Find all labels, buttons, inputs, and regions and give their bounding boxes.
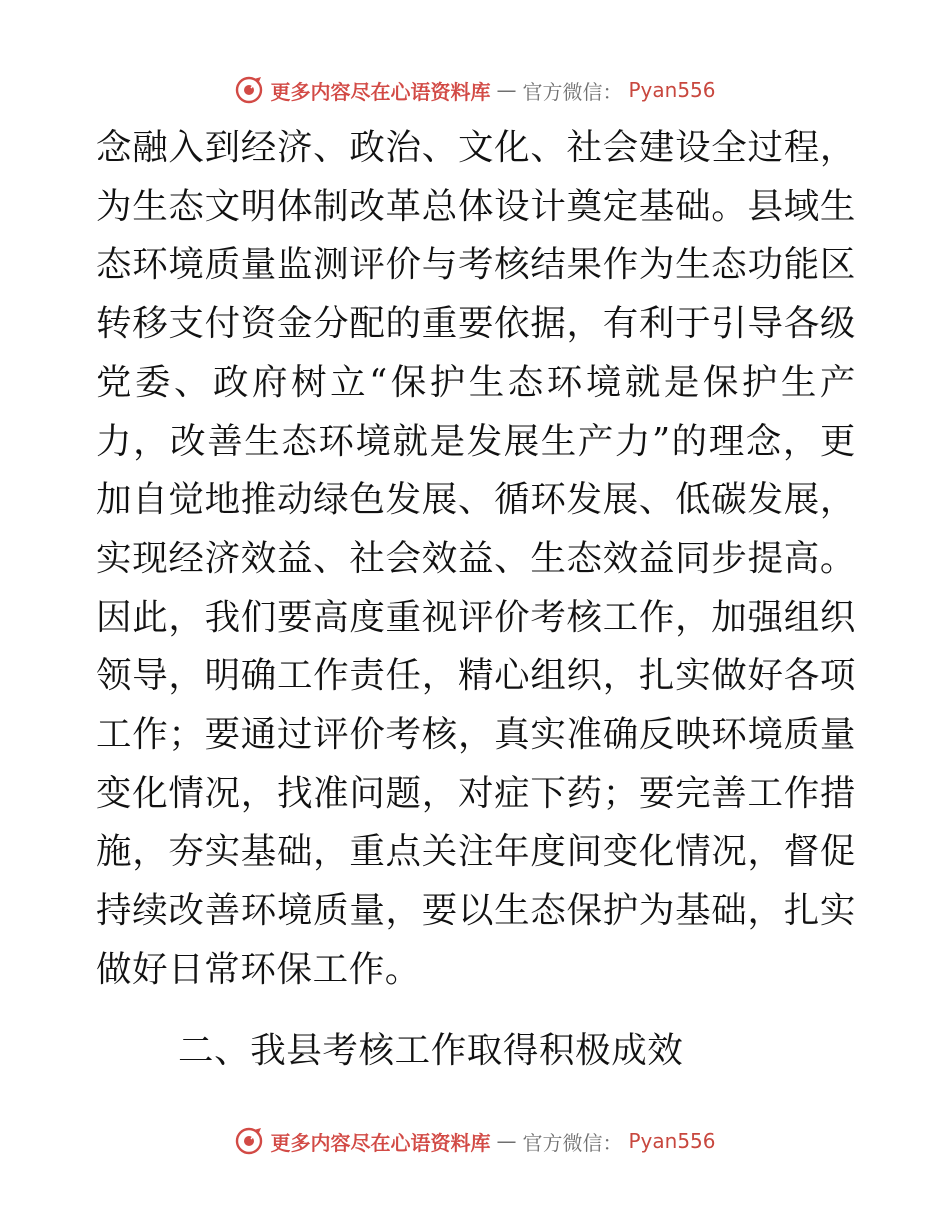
watermark-site-text: 更多内容尽在心语资料库 [270, 1130, 491, 1155]
body-paragraph: 念融入到经济、政治、文化、社会建设全过程，为生态文明体制改革总体设计奠定基础。县域生态环境质量监测评价与考核结果作为生态功能区转移支付资金分配的重要依据，有利于引导各级党委、政府树立“保护生态环境就是保护生产力，改善生态环境就是发展生产力”的理念，更加自觉地推动绿色发展、循环发展、低碳发展，实现经济效益、社会效益、生态效益同步提高。因此，我们要高度重视评价考核工作，加强组织领导，明确工作责任，精心组织，扎实做好各项工作；要通过评价考核，真实准确反映环境质量变化情况，找准问题，对症下药；要完善工作措施，夯实基础，重点关注年度间变化情况，督促持续改善环境质量，要以生态保护为基础，扎实做好日常环保工作。 [96, 127, 856, 990]
header-watermark [0, 70, 950, 110]
watermark-separator: — [496, 1129, 517, 1153]
document-body [96, 119, 856, 1080]
watermark-site-text: 更多内容尽在心语资料库 [270, 79, 491, 104]
watermark-label: 官方微信： [522, 79, 623, 104]
watermark-label: 官方微信： [522, 1130, 623, 1155]
watermark-separator: — [496, 78, 517, 102]
watermark-code: Pyan556 [628, 78, 716, 102]
footer-watermark [0, 1121, 950, 1161]
section-heading: 二、我县考核工作取得积极成效 [178, 1029, 684, 1071]
quill-circle-logo-icon [234, 1126, 264, 1156]
quill-circle-logo-icon [234, 75, 264, 105]
watermark-code: Pyan556 [628, 1129, 716, 1153]
